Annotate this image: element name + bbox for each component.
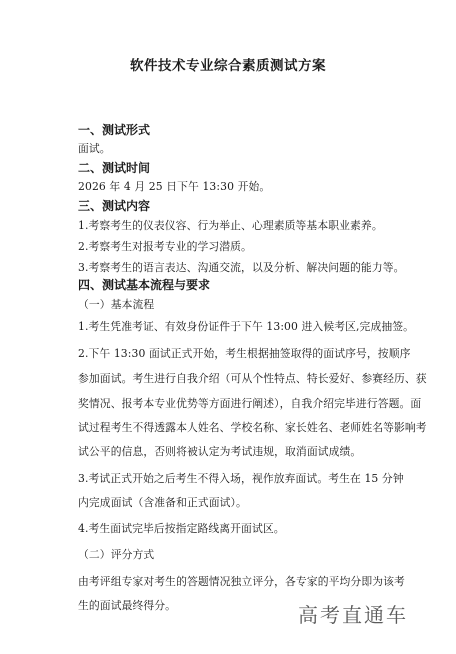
section-2-heading: 二、测试时间 — [78, 161, 151, 175]
subsection-1-heading: （一）基本流程 — [78, 298, 155, 311]
paragraph-2-line-1: 2.下午 13:30 面试正式开始，考生根据抽签取得的面试序号，按顺序 — [78, 347, 411, 360]
watermark-text: 高考直通车 — [298, 603, 408, 627]
document-title: 软件技术专业综合素质测试方案 — [130, 58, 326, 74]
paragraph-2-line-4: 试过程考生不得透露本人姓名、学校名称、家长姓名、老师姓名等影响考 — [78, 421, 427, 434]
section-2-body: 2026 年 4 月 25 日下午 13:30 开始。 — [78, 180, 271, 193]
paragraph-1: 1.考生凭准考证、有效身份证件于下午 13:00 进入候考区,完成抽签。 — [78, 320, 415, 333]
section-3-heading: 三、测试内容 — [78, 199, 151, 213]
section-3-item-2: 2.考察考生对报考专业的学习潜质。 — [78, 240, 252, 253]
paragraph-2-line-2: 参加面试。考生进行自我介绍（可从个性特点、特长爱好、参赛经历、获 — [78, 372, 427, 385]
section-1-heading: 一、测试形式 — [78, 123, 151, 137]
paragraph-3-line-2: 内完成面试（含准备和正式面试）。 — [78, 496, 247, 509]
section-1-body: 面试。 — [78, 142, 111, 155]
paragraph-3-line-1: 3.考试正式开始之后考生不得入场，视作放弃面试。考生在 15 分钟 — [78, 472, 404, 485]
paragraph-2-line-5: 试公平的信息，否则将被认定为考试违规，取消面试成绩。 — [78, 445, 362, 458]
section-4-heading: 四、测试基本流程与要求 — [78, 278, 211, 292]
subsection-2-heading: （二）评分方式 — [78, 548, 155, 561]
paragraph-5-line-1: 由考评组专家对考生的答题情况独立评分，各专家的平均分即为该考 — [78, 575, 405, 588]
section-3-item-3: 3.考察考生的语言表达、沟通交流，以及分析、解决问题的能力等。 — [78, 261, 405, 274]
paragraph-4: 4.考生面试完毕后按指定路线离开面试区。 — [78, 522, 285, 535]
paragraph-2-line-3: 奖情况、报考本专业优势等方面进行阐述），自我介绍完毕进行答题。面 — [78, 397, 422, 410]
paragraph-5-line-2: 生的面试最终得分。 — [78, 599, 177, 612]
section-3-item-1: 1.考察考生的仪表仪容、行为举止、心理素质等基本职业素养。 — [78, 219, 383, 232]
